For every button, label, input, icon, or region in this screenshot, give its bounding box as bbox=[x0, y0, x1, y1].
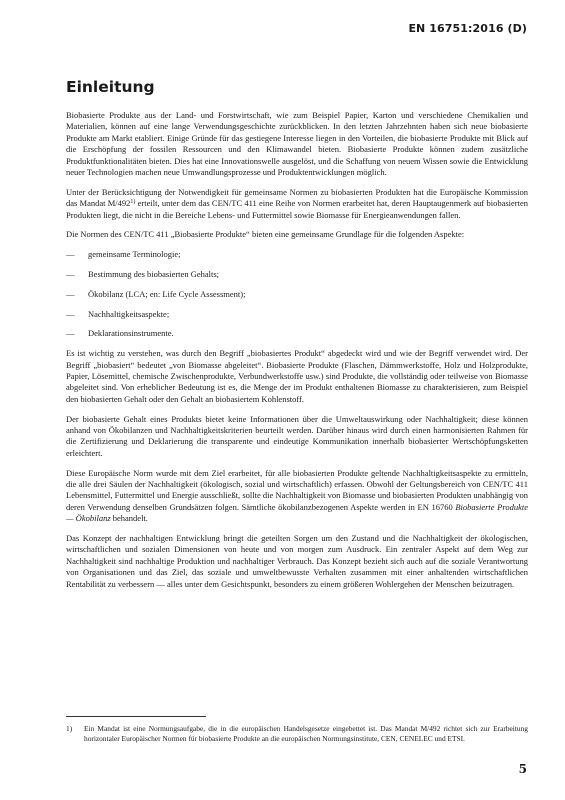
list-item bbox=[66, 269, 528, 280]
paragraph-biobased-content: Der biobasierte Gehalt eines Produkts bietet keine Informationen über die Umweltauswirkung oder Nachhaltigkeit; diese können anhand von Ökobilanzen und Nachhaltigkeitskriterien beurteilt werden. Darüber hinaus wird durch einen harmonisierten Rahmen für die Zertifizierung und Deklarierung die transparente und eindeutige Kommunikation innerhalb biobasierter Wertschöpfungsketten erleichtert. bbox=[66, 413, 528, 458]
page-title: Einleitung bbox=[66, 78, 155, 96]
footnote bbox=[66, 724, 528, 744]
list-item bbox=[66, 328, 528, 339]
dash-bullet: — bbox=[66, 269, 75, 280]
list-item-text: Bestimmung des biobasierten Gehalts; bbox=[88, 269, 220, 280]
page-number: 5 bbox=[518, 762, 527, 776]
paragraph-biobased-term: Es ist wichtig zu verstehen, was durch den Begriff „biobasiertes Produkt“ abgedeckt wird und wie der Begriff verwendet wird. Der Begriff „biobasiert“ bedeutet „von Biomasse abgeleitet“. Biobasierte Produkte (Flaschen, Dämmwerkstoffe, Holz und Holzprodukte, Papier, Lösemittel, chemische Zwischenprodukte, Verbundwerkstoffe usw.) sind Produkte, die vollständig oder teilweise von Biomasse abgeleitet sind. Von erheblicher Bedeutung ist es, die Menge der im Produkt enthaltenen Biomasse zu charakterisieren, zum Beispiel den biobasierten Gehalt oder den Gehalt an biobasiertem Kohlenstoff. bbox=[66, 348, 528, 404]
footnote-text: Ein Mandat ist eine Normungsaufgabe, die in die europäischen Handelsgesetze eingebettet ist. Das Mandat M/492 richtet sich zur Erarbeitung horizontaler Europäischer Normen für biobasierte Produkte an die europäischen Normungsinstitute, CEN, CENELEC und ETSI. bbox=[84, 724, 528, 743]
standard-id-header: EN 16751:2016 (D) bbox=[408, 22, 527, 35]
footnote-reference[interactable]: 1) bbox=[130, 199, 136, 206]
mandate-text-before: Unter der Berücksichtigung der Notwendigkeit für gemeinsame Normen zu biobasierten Produkten hat die Europäische Kommission das Mandat M/492 bbox=[66, 186, 528, 209]
list-item bbox=[66, 289, 528, 300]
paragraph-sustainability-concept: Das Konzept der nachhaltigen Entwicklung bringt die geteilten Sorgen um den Zustand und die Nachhaltigkeit der ökologischen, wirtschaftlichen und sozialen Dimensionen von heute und von morgen zum Ausdruck. Ein zentraler Aspekt auf dem Weg zur Nachhaltigkeit sind nachhaltige Produktion und nachhaltiger Verbrauch. Das Konzept bezieht sich auch auf die soziale Verantwortung von Organisationen und das Ziel, das soziale und umweltbewusste Verhalten zusammen mit einer anhaltenden wirtschaftlichen Rentabilität zu verbessern — alles unter dem Gesichtspunkt, besonders zu einem größeren Wohlergehen der Menschen beizutragen. bbox=[66, 533, 528, 589]
list-item bbox=[66, 309, 528, 320]
list-item-text: gemeinsame Terminologie; bbox=[88, 249, 181, 260]
referenced-standard-title: Biobasierte Produkte — Ökobilanz bbox=[66, 501, 528, 524]
list-item-text: Deklarationsinstrumente. bbox=[88, 328, 174, 339]
dash-bullet: — bbox=[66, 288, 75, 299]
list-item-text: Ökobilanz (LCA; en: Life Cycle Assessment); bbox=[88, 288, 246, 299]
paragraph-aspects-intro: Die Normen des CEN/TC 411 „Biobasierte Produkte“ bieten eine gemeinsame Grundlage für die folgenden Aspekte: bbox=[66, 229, 465, 240]
document-body bbox=[66, 110, 528, 599]
mandate-text-after: erteilt, unter dem das CEN/TC 411 eine Reihe von Normen erarbeitet hat, deren Hauptaugenmerk auf biobasierten Produkten liegt, die nicht in die Bereiche Lebens- und Futtermittel sowie Biomasse für Energieanwendungen fallen. bbox=[66, 198, 528, 220]
norm-goal-end: behandelt. bbox=[110, 513, 148, 524]
paragraph-norm-goal bbox=[66, 468, 528, 525]
footnote-divider bbox=[66, 716, 206, 717]
footnote-number: 1) bbox=[66, 724, 73, 733]
paragraph-mandate bbox=[66, 187, 528, 221]
dash-bullet: — bbox=[66, 249, 75, 260]
norm-goal-text: Diese Europäische Norm wurde mit dem Ziel erarbeitet, für alle biobasierten Produkte geltende Nachhaltigkeitsaspekte zu ermitteln, die alle drei Säulen der Nachhaltigkeit (ökologisch, sozial und wirtschaftlich) erfassen. Obwohl der Geltungsbereich von CEN/TC 411 Lebensmittel, Futtermittel und Energie ausschließt, sollte die Nachhaltigkeit von Biomasse und biobasierten Produkten unabhängig von deren Verwendung denselben Grundsätzen folgen. Sämtliche ökobilanzbezogenen Aspekte werden in EN 16760 bbox=[66, 467, 528, 512]
dash-bullet: — bbox=[66, 308, 75, 319]
paragraph-intro: Biobasierte Produkte aus der Land- und Forstwirtschaft, wie zum Beispiel Papier, Karton und verschiedene Chemikalien und Materialien, können auf eine lange Verwendungsgeschichte zurückblicken. In den letzten Jahrzehnten haben sich neue biobasierte Produkte am Markt etabliert. Einige Gründe für das gestiegene Interesse liegen in den Vorteilen, die biobasierte Produkte mit Blick auf die Erschöpfung der fossilen Ressourcen und den Klimawandel bieten. Biobasierte Produkte können zudem zusätzliche Produktfunktionalitäten bieten. Dies hat eine Innovationswelle ausgelöst, und die Schaffung von neuem Wissen sowie die Entwicklung neuer Technologien machen neue Umwandlungsprozesse und Produktentwicklungen möglich. bbox=[66, 110, 528, 178]
list-item-text: Nachhaltigkeitsaspekte; bbox=[88, 308, 170, 319]
aspects-list bbox=[66, 249, 528, 340]
dash-bullet: — bbox=[66, 328, 75, 339]
list-item bbox=[66, 249, 528, 260]
